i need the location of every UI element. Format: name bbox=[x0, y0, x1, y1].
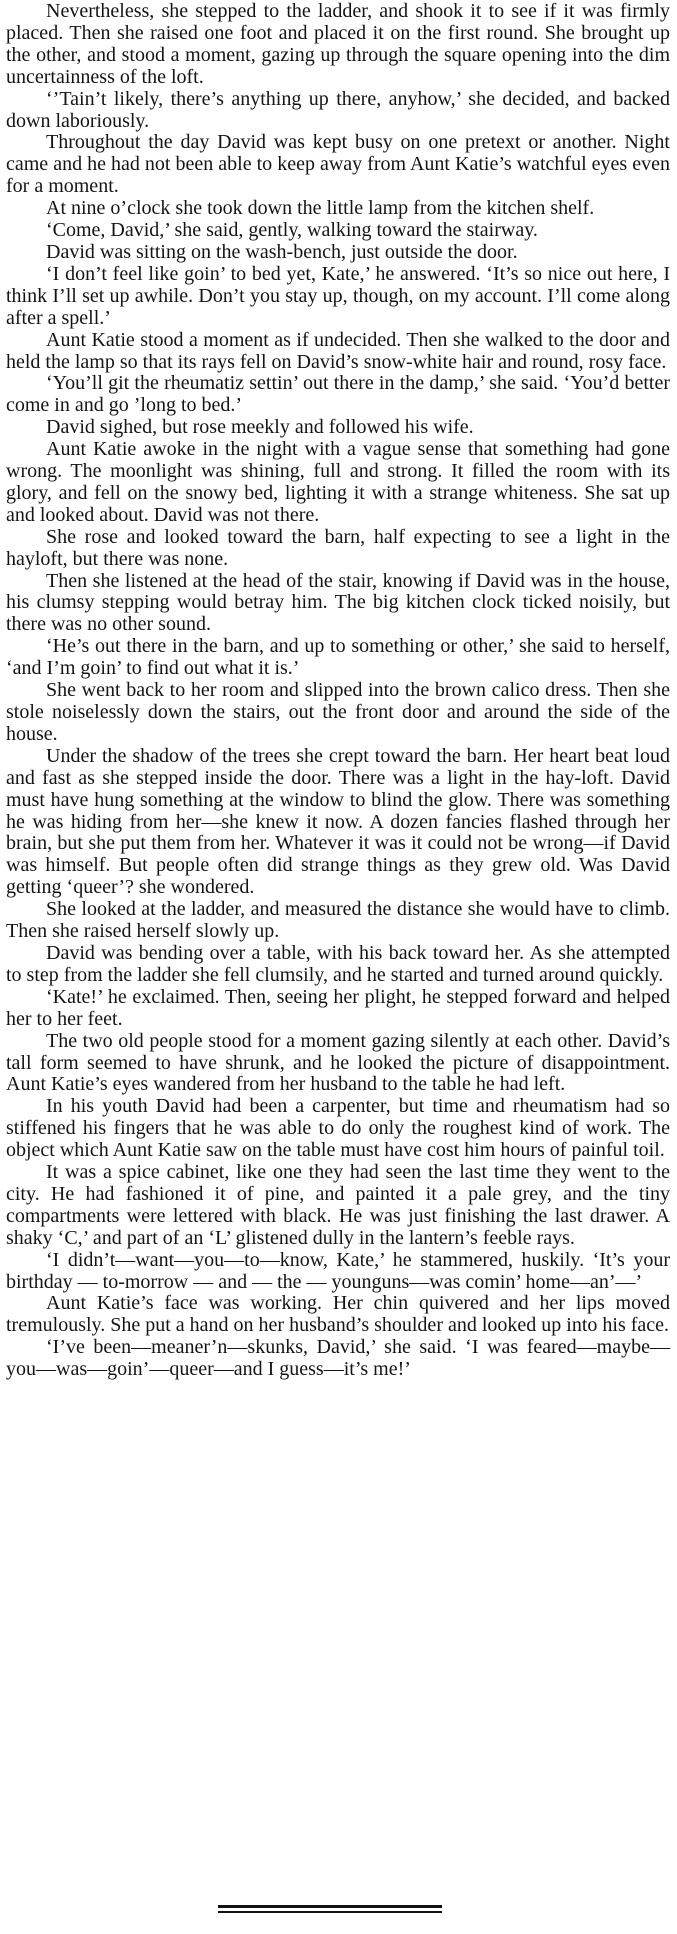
paragraph: ‘I don’t feel like goin’ to bed yet, Kate,’ he answered. ‘It’s so nice out here, I think I’ll set up awhile. Don’t you stay up, though, on my account. I’ll come along after a spell.’ bbox=[6, 262, 670, 329]
paragraph: Then she listened at the head of the stair, knowing if David was in the house, his clumsy stepping would betray him. The big kitchen clock ticked noisily, but there was no other sound. bbox=[6, 569, 670, 636]
paragraph: She rose and looked toward the barn, half expecting to see a light in the hayloft, but there was none. bbox=[6, 525, 670, 570]
end-rule-thin bbox=[218, 1911, 442, 1913]
paragraph: ‘I didn’t—want—you—to—know, Kate,’ he stammered, huskily. ‘It’s your birthday — to-morrow — and — the — younguns—was comin’ home—an’—’ bbox=[6, 1248, 670, 1293]
paragraph: David was bending over a table, with his back toward her. As she attempted to step from the ladder she fell clumsily, and he started and turned around quickly. bbox=[6, 941, 670, 986]
paragraph: Aunt Katie stood a moment as if undecided. Then she walked to the door and held the lamp so that its rays fell on David’s snow-white hair and round, rosy face. bbox=[6, 328, 670, 373]
paragraph: ‘I’ve been—meaner’n—skunks, David,’ she said. ‘I was feared—maybe—you—was—goin’—queer—and I guess—it’s me!’ bbox=[6, 1336, 670, 1381]
paragraph: In his youth David had been a carpenter, but time and rheumatism had so stiffened his fingers that he was able to do only the roughest kind of work. The object which Aunt Katie saw on the table must have cost him hours of painful toil. bbox=[6, 1095, 670, 1162]
paragraph: Aunt Katie’s face was working. Her chin quivered and her lips moved tremulously. She put a hand on her husband’s shoulder and looked up into his face. bbox=[6, 1292, 670, 1337]
paragraph: ‘Kate!’ he exclaimed. Then, seeing her plight, he stepped forward and helped her to her feet. bbox=[6, 985, 670, 1030]
end-rule-thick bbox=[218, 1905, 442, 1908]
paragraph: She went back to her room and slipped into the brown calico dress. Then she stole noiselessly down the stairs, out the front door and around the side of the house. bbox=[6, 679, 670, 745]
paragraph: It was a spice cabinet, like one they had seen the last time they went to the city. He had fashioned it of pine, and painted it a pale grey, and the tiny compartments were lettered with black. He was just finishing the last drawer. A shaky ‘C,’ and part of an ‘L’ glistened dully in the lantern’s feeble rays. bbox=[6, 1161, 670, 1249]
paragraph: David sighed, but rose meekly and followed his wife. bbox=[46, 416, 474, 439]
paragraph: At nine o’clock she took down the little lamp from the kitchen shelf. bbox=[46, 197, 595, 220]
paragraph: ‘He’s out there in the barn, and up to something or other,’ she said to herself, ‘and I’m goin’ to find out what it is.’ bbox=[6, 635, 670, 680]
paragraph: Nevertheless, she stepped to the ladder, and shook it to see if it was firmly placed. Then she raised one foot and placed it on the first round. She brought up the other, and stood a moment, gazing up through the square opening into the dim uncertainness of the loft. bbox=[6, 0, 670, 88]
paragraph: ‘You’ll git the rheumatiz settin’ out there in the damp,’ she said. ‘You’d better come in and go ’long to bed.’ bbox=[6, 372, 670, 417]
paragraph: She looked at the ladder, and measured the distance she would have to climb. Then she raised herself slowly up. bbox=[6, 898, 670, 943]
paragraph: David was sitting on the wash-bench, just outside the door. bbox=[46, 240, 518, 263]
paragraph: The two old people stood for a moment gazing silently at each other. David’s tall form seemed to have shrunk, and he looked the picture of disappointment. Aunt Katie’s eyes wandered from her husband to the table he had left. bbox=[6, 1029, 670, 1096]
paragraph: Aunt Katie awoke in the night with a vague sense that something had gone wrong. The moonlight was shining, full and strong. It filled the room with its glory, and fell on the snowy bed, lighting it with a strange whiteness. She sat up and looked about. David was not there. bbox=[6, 438, 670, 526]
paragraph: Throughout the day David was kept busy on one pretext or another. Night came and he had not been able to keep away from Aunt Katie’s watchful eyes even for a moment. bbox=[6, 131, 670, 198]
paragraph: Under the shadow of the trees she crept toward the barn. Her heart beat loud and fast as she stepped inside the door. There was a light in the hay-loft. David must have hung something at the window to blind the glow. There was something he was hiding from her—she knew it now. A dozen fancies flashed through her brain, but she put them from her. Whatever it was it could not be wrong—if David was himself. But people often did strange things as they grew old. Was David getting ‘queer’? she wondered. bbox=[6, 744, 670, 899]
paragraph: ‘’Tain’t likely, there’s anything up there, anyhow,’ she decided, and backed down laboriously. bbox=[6, 87, 670, 132]
article-column bbox=[6, 1, 670, 1381]
paragraph: ‘Come, David,’ she said, gently, walking toward the stairway. bbox=[46, 219, 538, 242]
